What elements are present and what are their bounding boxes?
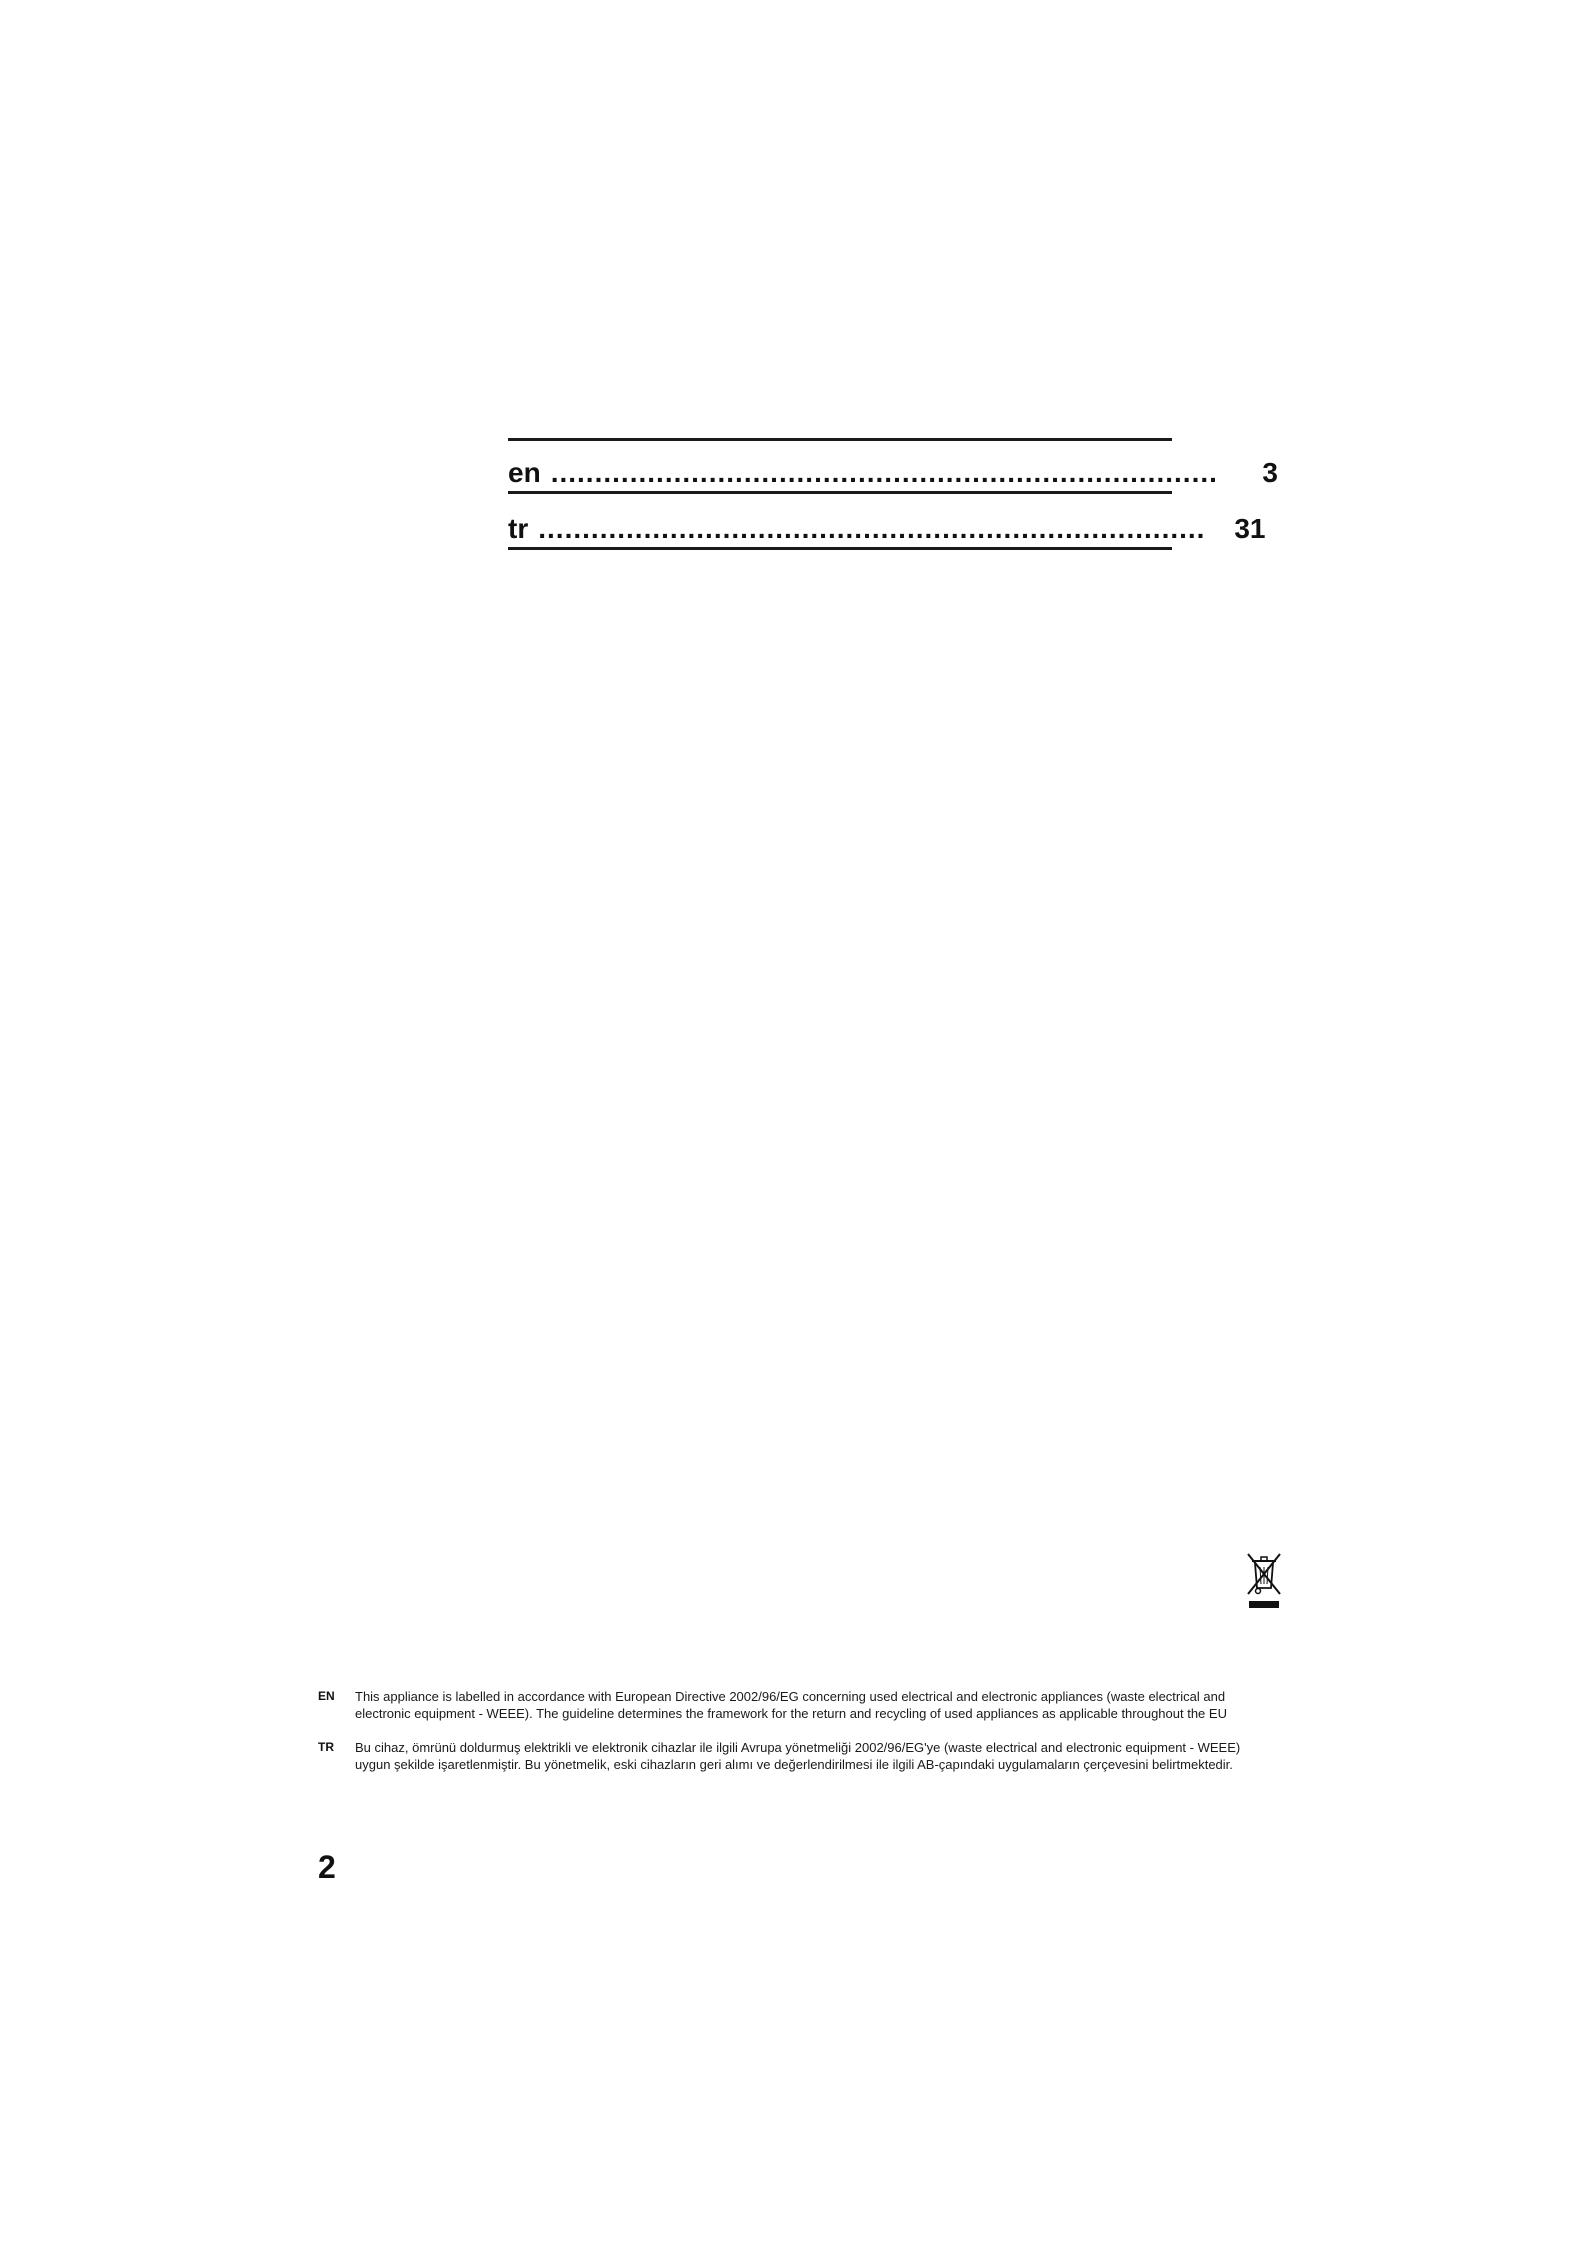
crossed-out-wheelie-bin-icon [1246, 1552, 1282, 1610]
table-of-contents [508, 438, 1278, 550]
toc-leader-dots: ............................................................................ [550, 457, 1218, 488]
weee-notices [318, 1688, 1278, 1790]
toc-leader-dots: ............................................................................ [538, 513, 1206, 544]
page-number: 2 [318, 1849, 336, 1885]
toc-page-number: 31 [1234, 513, 1266, 544]
notice-text: Bu cihaz, ömrünü doldurmuş elektrikli ve elektronik cihazlar ile ilgili Avrupa yönetmeliği 2002/96/EG'ye (waste electrical and electronic equipment - WEEE) uygun şekilde işaretlenmiştir. Bu yönetmelik, eski cihazların geri alımı ve değerlendirilmesi ile ilgili AB-çapındaki uygulamaların çerçevesini belirtmektedir. [355, 1740, 1241, 1772]
toc-page-number: 3 [1262, 457, 1278, 488]
notice-en [318, 1688, 1278, 1722]
toc-language: en [508, 457, 541, 488]
notice-tr [318, 1739, 1278, 1773]
toc-entry-tr[interactable] [508, 494, 1266, 550]
notice-text: This appliance is labelled in accordance with European Directive 2002/96/EG concerning used electrical and electronic appliances (waste electrical and electronic equipment - WEEE). The guideline determines the framework for the return and recycling of used appliances as applicable throughout the EU [355, 1689, 1227, 1721]
notice-language-code: TR [318, 1740, 334, 1754]
toc-entry-en[interactable] [508, 441, 1278, 494]
toc-language: tr [508, 513, 529, 544]
notice-language-code: EN [318, 1689, 335, 1703]
